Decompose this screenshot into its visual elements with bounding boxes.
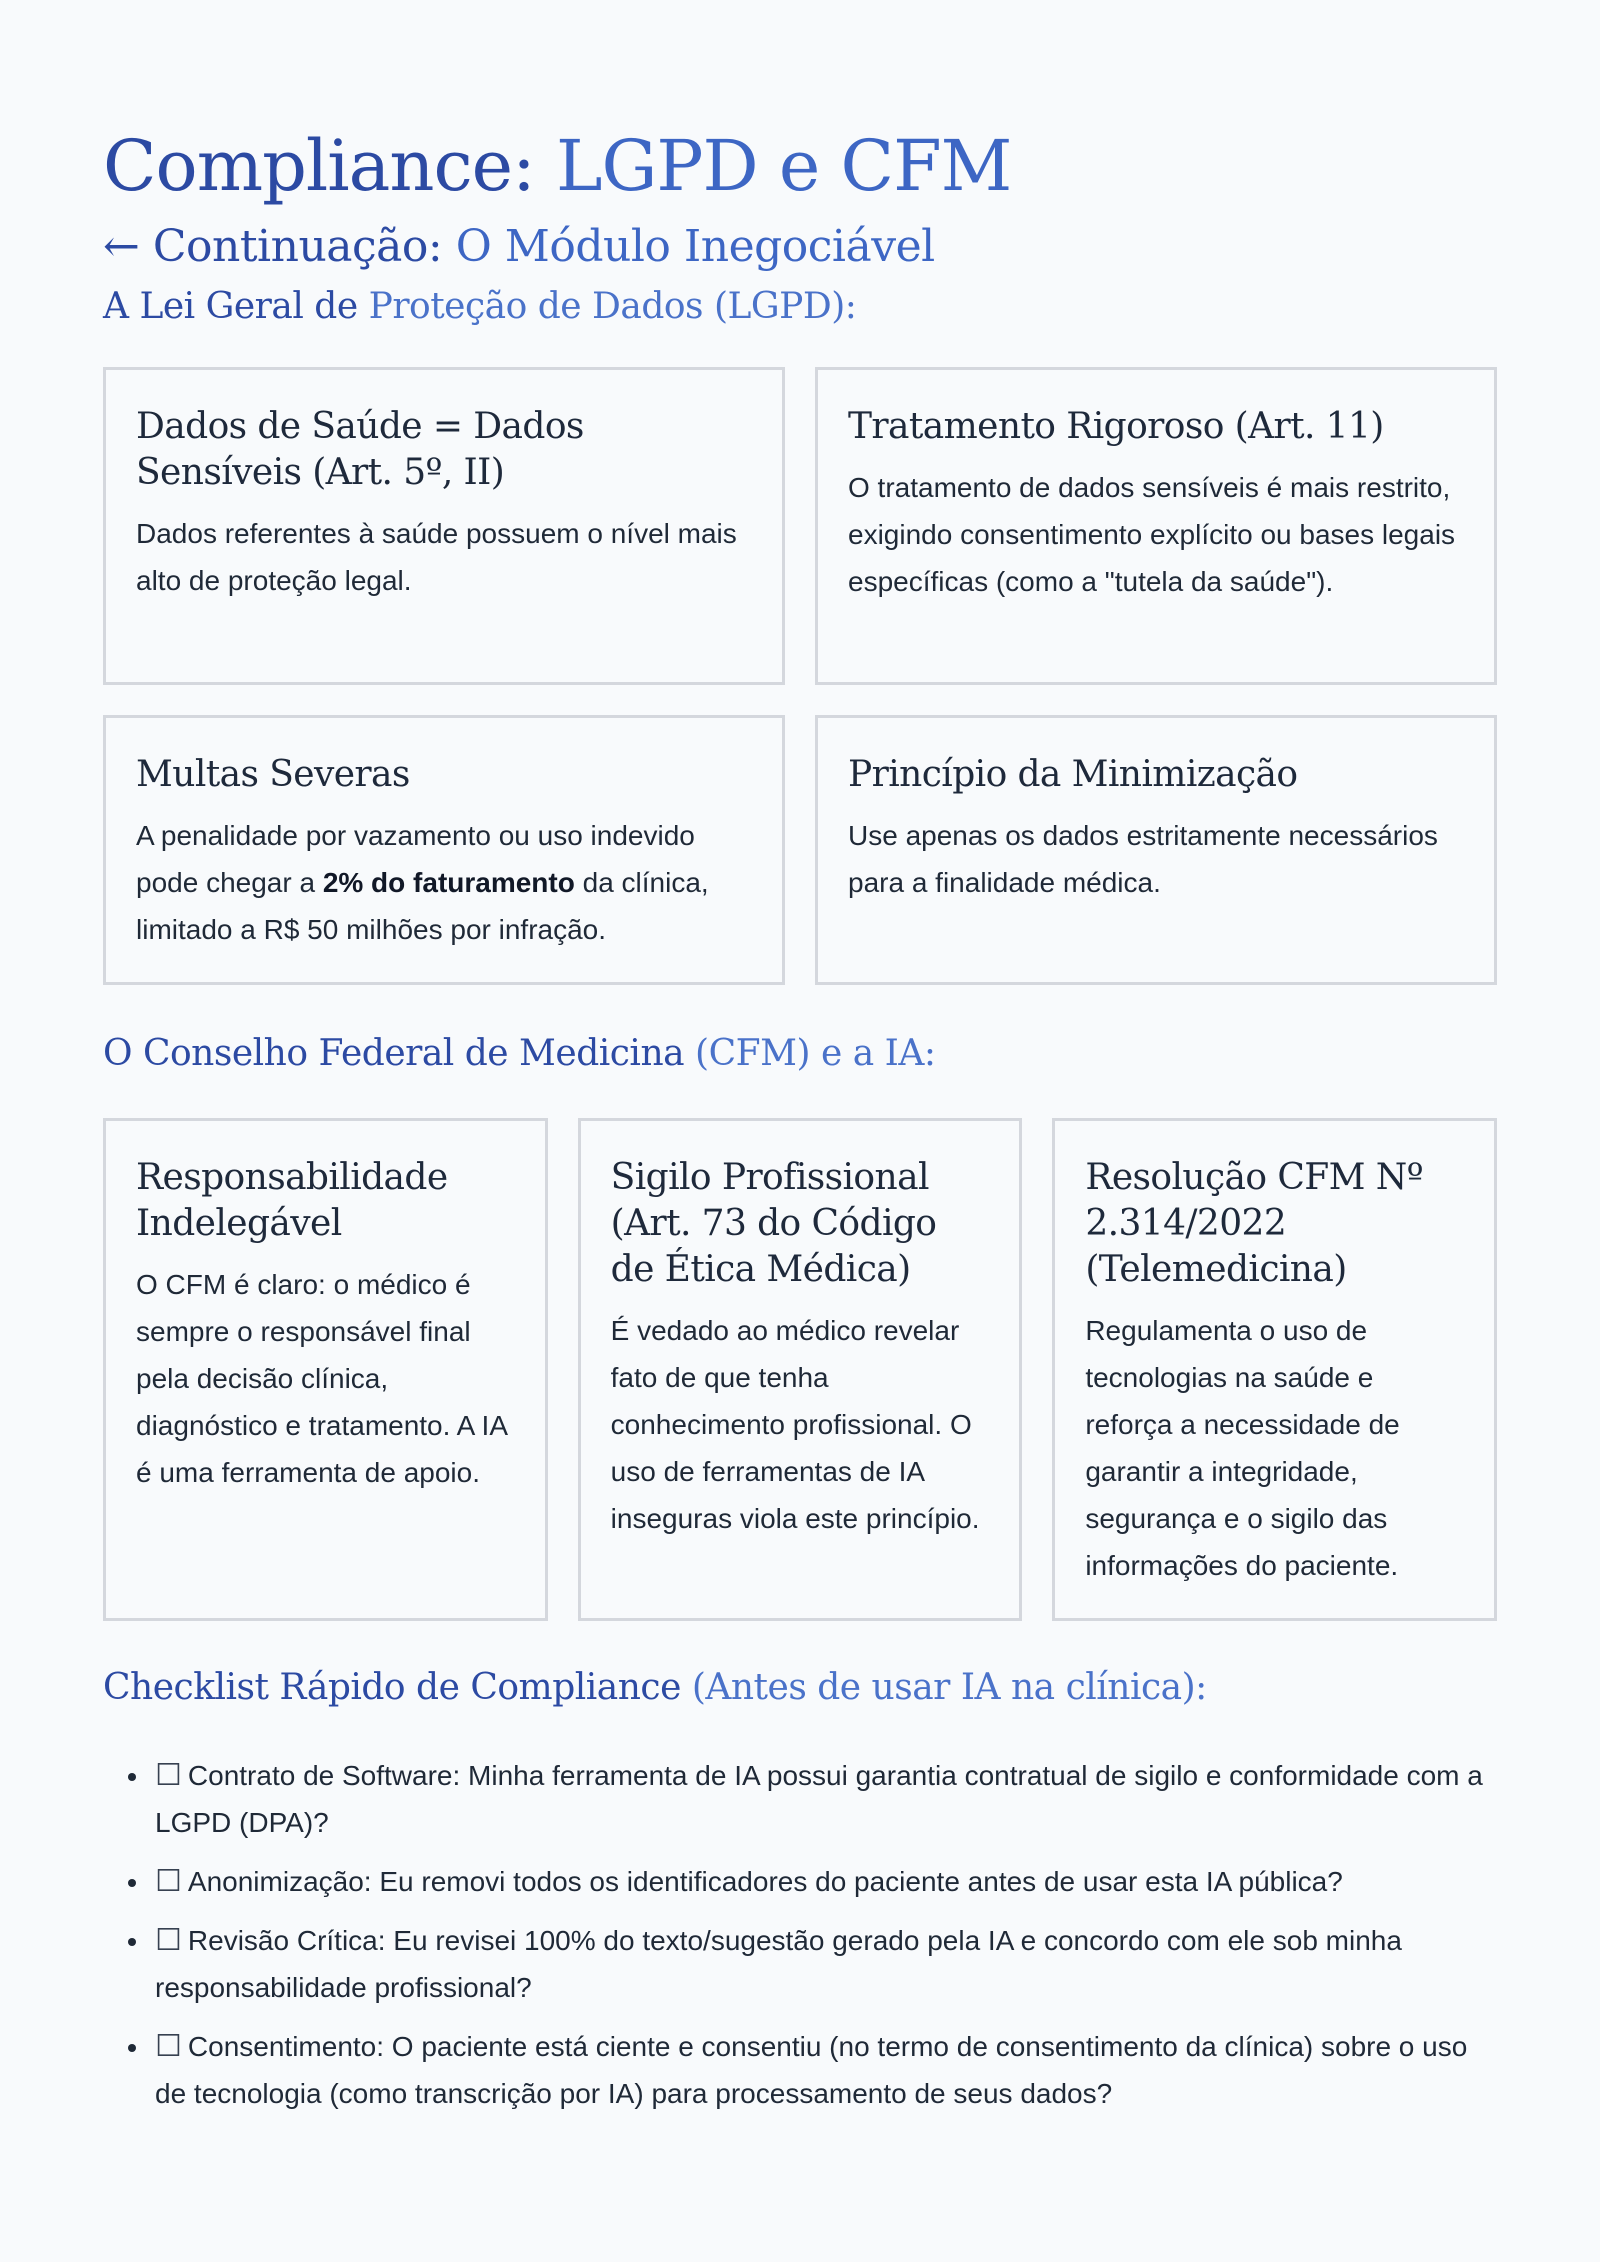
checkbox-icon[interactable]: ☐ — [155, 2030, 182, 2063]
lgpd-card-rigorous-treatment — [815, 367, 1497, 685]
card-body: Regulamenta o uso de tecnologias na saúde e reforça a necessidade de garantir a integridade, segurança e o sigilo das informações do paciente. — [1085, 1315, 1400, 1581]
lgpd-section-title-part-2: Proteção de Dados (LGPD): — [368, 286, 857, 327]
card-body-text: da clínica, limitado a R$ 50 milhões por infração. — [136, 867, 709, 945]
lgpd-card-sensitive-data — [103, 367, 785, 685]
compliance-checklist — [103, 1752, 1497, 2117]
checkbox-icon[interactable]: ☐ — [155, 1865, 182, 1898]
card-title: Multas Severas — [136, 754, 410, 795]
card-title: Resolução CFM Nº 2.314/2022 (Telemedicina) — [1085, 1157, 1423, 1290]
checklist-item-text: Contrato de Software: Minha ferramenta de IA possui garantia contratual de sigilo e conformidade com a LGPD (DPA)? — [155, 1760, 1483, 1838]
checklist-item[interactable] — [151, 1858, 1497, 1905]
cfm-card-resolution — [1052, 1118, 1497, 1621]
lgpd-card-severe-fines — [103, 715, 785, 985]
cfm-section-title-part-1: O Conselho Federal de Medicina — [103, 1033, 696, 1074]
back-arrow-icon: ← — [103, 221, 140, 272]
checkbox-icon[interactable]: ☐ — [155, 1924, 182, 1957]
lgpd-cards — [103, 367, 1497, 685]
lgpd-card-minimization — [815, 715, 1497, 985]
checklist-item[interactable] — [151, 2023, 1497, 2117]
lgpd-section-title — [103, 286, 1497, 327]
subtitle-part-2: O Módulo Inegociável — [455, 221, 935, 272]
card-body: Use apenas os dados estritamente necessários para a finalidade médica. — [848, 820, 1438, 898]
card-title: Sigilo Profissional (Art. 73 do Código de Ética Médica) — [610, 1157, 937, 1290]
lgpd-section-title-part-1: A Lei Geral de — [103, 286, 369, 327]
checklist-section-title-part-1: Checklist Rápido de Compliance — [103, 1667, 692, 1708]
page-subtitle — [103, 221, 1497, 272]
cfm-card-responsibility — [103, 1118, 548, 1621]
card-body — [136, 812, 752, 953]
checklist-item-text: Revisão Crítica: Eu revisei 100% do texto/sugestão gerado pela IA e concordo com ele sob minha responsabilidade profissional? — [155, 1925, 1402, 2003]
page-title-part-1: Compliance: — [103, 125, 556, 207]
checklist-item[interactable] — [151, 1752, 1497, 1846]
cfm-section-title — [103, 1033, 1497, 1074]
checklist-item[interactable] — [151, 1917, 1497, 2011]
checklist-section-title-part-2: (Antes de usar IA na clínica): — [691, 1667, 1207, 1708]
page-title — [103, 125, 1497, 207]
checkbox-icon[interactable]: ☐ — [155, 1759, 182, 1792]
page-title-part-2: LGPD e CFM — [555, 125, 1012, 207]
card-title: Dados de Saúde = Dados Sensíveis (Art. 5º, II) — [136, 406, 584, 493]
card-body: Dados referentes à saúde possuem o nível mais alto de proteção legal. — [136, 518, 737, 596]
subtitle-part-1: Continuação: — [152, 221, 456, 272]
card-body: É vedado ao médico revelar fato de que tenha conhecimento profissional. O uso de ferramentas de IA inseguras viola este princípio. — [610, 1315, 980, 1534]
cfm-card-professional-secrecy — [578, 1118, 1023, 1621]
card-title: Responsabilidade Indelegável — [136, 1157, 448, 1244]
checklist-item-text: Consentimento: O paciente está ciente e consentiu (no termo de consentimento da clínica) sobre o uso de tecnologia (como transcrição por IA) para processamento de seus dados? — [155, 2031, 1468, 2109]
card-body: O tratamento de dados sensíveis é mais restrito, exigindo consentimento explícito ou bases legais específicas (como a "tutela da saúde"). — [848, 472, 1456, 597]
checklist-item-text: Anonimização: Eu removi todos os identificadores do paciente antes de usar esta IA pública? — [187, 1866, 1343, 1897]
cfm-section-title-part-2: (CFM) e a IA: — [695, 1033, 936, 1074]
cfm-cards — [103, 1118, 1497, 1621]
lgpd-cards-row-2 — [103, 715, 1497, 985]
card-body: O CFM é claro: o médico é sempre o responsável final pela decisão clínica, diagnóstico e tratamento. A IA é uma ferramenta de apoio. — [136, 1269, 507, 1488]
card-title: Princípio da Minimização — [848, 754, 1298, 795]
card-title: Tratamento Rigoroso (Art. 11) — [848, 406, 1384, 447]
card-body-text: A penalidade por vazamento ou uso indevido pode chegar a — [136, 820, 695, 898]
checklist-section-title — [103, 1667, 1497, 1708]
card-body-highlight: 2% do faturamento — [322, 867, 575, 898]
